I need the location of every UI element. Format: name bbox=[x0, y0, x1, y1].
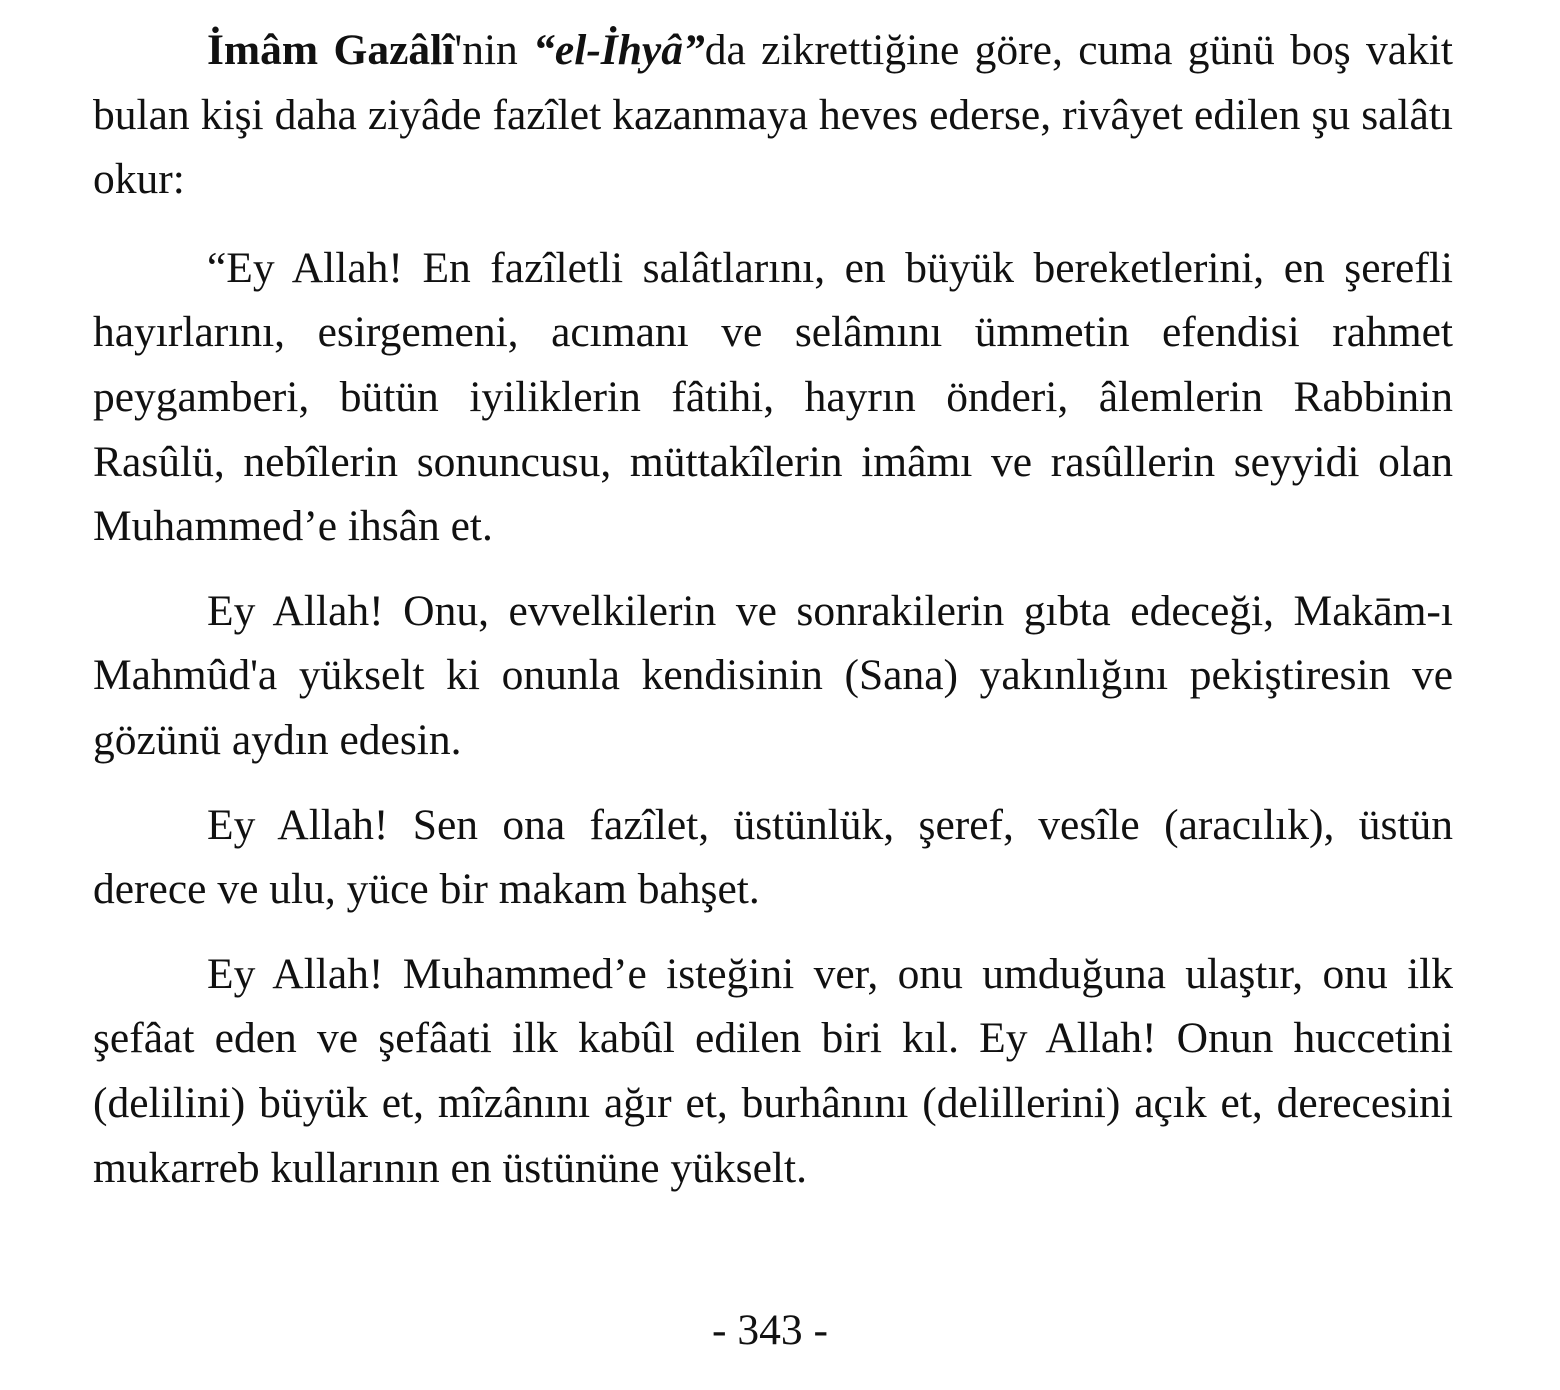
paragraph-prayer-3: Ey Allah! Sen ona fazîlet, üstünlük, şeref, vesîle (aracılık), üstün derece ve ulu, yüce bir makam bahşet. bbox=[93, 800, 1453, 914]
page-body bbox=[93, 18, 1453, 1200]
paragraph-prayer-1: “Ey Allah! En fazîletli salâtlarını, en büyük bereketlerini, en şerefli hayırlarını, esirgemeni, acımanı ve selâmını ümmetin efendisi rahmet peygamberi, bütün iyiliklerin fâtihi, hayrın önderi, âlemlerin Rabbinin Rasûlü, nebîlerin sonuncusu, müttakîlerin imâmı ve rasûllerin seyyidi olan Muhammed’e ihsân et. bbox=[93, 243, 1453, 551]
paragraph-prayer-4: Ey Allah! Muhammed’e isteğini ver, onu umduğuna ulaştır, onu ilk şefâat eden ve şefâati ilk kabûl edilen biri kıl. Ey Allah! Onun huccetini (delilini) büyük et, mîzânını ağır et, burhânını (delillerini) açık et, derecesini mukarreb kullarının en üstününe yükselt. bbox=[93, 949, 1453, 1192]
paragraph-intro bbox=[93, 18, 1453, 212]
author-suffix: 'nin bbox=[454, 26, 534, 74]
author-name: İmâm Gazâlî bbox=[207, 26, 455, 74]
intro-text: da zikrettiğine göre, cuma günü boş vakit bulan kişi daha ziyâde fazîlet kazanmaya heves ederse, rivâyet edilen şu salâtı okur: bbox=[93, 26, 1453, 204]
page-number: - 343 - bbox=[712, 1306, 828, 1354]
work-title: “el-İhyâ” bbox=[533, 26, 705, 74]
paragraph-prayer-2: Ey Allah! Onu, evvelkilerin ve sonrakilerin gıbta edeceği, Makām-ı Mahmûd'a yükselt ki onunla kendisinin (Sana) yakınlığını pekiştiresin ve gözünü aydın edesin. bbox=[93, 586, 1453, 764]
